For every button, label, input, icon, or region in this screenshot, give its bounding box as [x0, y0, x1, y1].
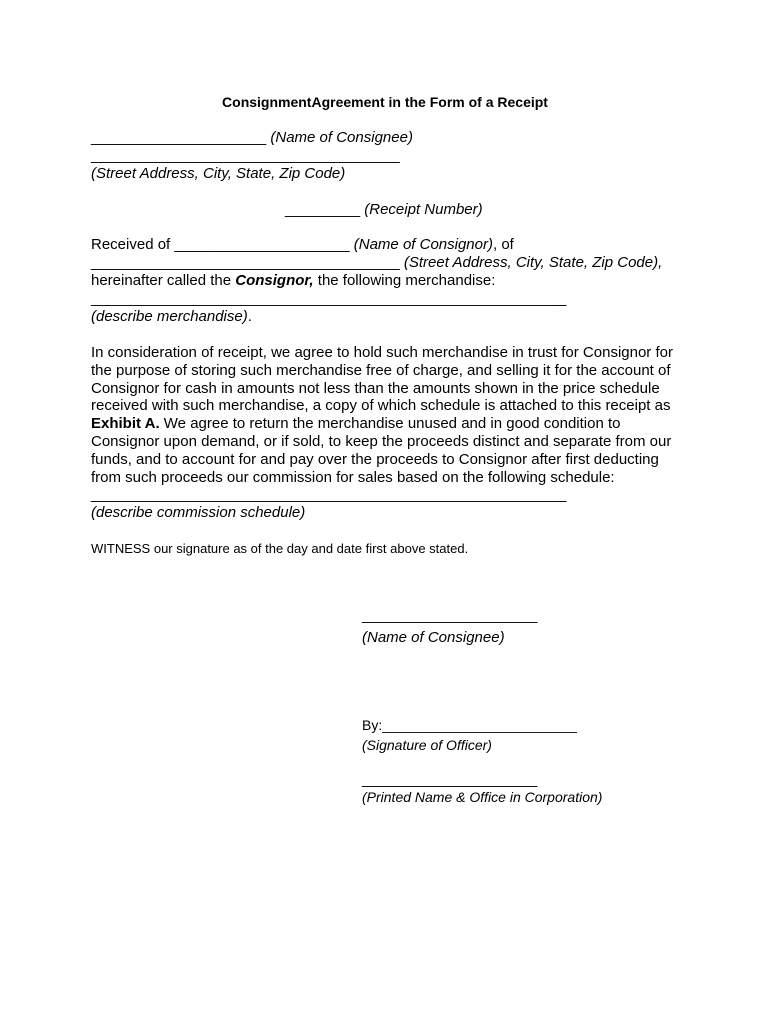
consignor-label: (Name of Consignor) — [353, 236, 493, 253]
merchandise-blank: _________________________________________________________ — [91, 290, 567, 307]
receipt-number-line — [285, 201, 483, 219]
address-blank-2: _____________________________________ — [91, 254, 400, 271]
by-line — [362, 717, 577, 734]
hereinafter-line — [91, 272, 495, 290]
consignor-term: Consignor, — [235, 272, 314, 289]
receipt-label: (Receipt Number) — [364, 201, 483, 218]
consignee-blank: _____________________ — [91, 129, 267, 146]
consignor-blank: _____________________ — [174, 236, 350, 253]
address-suffix-2: , — [658, 254, 663, 271]
consignee-label: (Name of Consignee) — [270, 129, 413, 146]
address-label-2: (Street Address, City, State, Zip Code) — [403, 254, 659, 271]
merchandise-line — [91, 308, 252, 326]
by-blank: _________________________ — [382, 717, 577, 733]
printed-name-label: (Printed Name & Office in Corporation) — [362, 789, 603, 805]
commission-blank: _________________________________________________________ — [91, 486, 567, 503]
printed-name-blank: _____________________ — [362, 771, 538, 788]
paragraph-part-2: We agree to return the merchandise unused and in good condition to Consignor upon demand, or if sold, to keep the proceeds distinct and separate from our funds, and to account for and pay over the proceeds to Consignor after first deducting from such proceeds our commission for sales based on the following schedule: — [91, 415, 672, 486]
paragraph-part-1: In consideration of receipt, we agree to hold such merchandise in trust for Consignor for the purpose of storing such merchandise free of charge, and selling it for the account of Consignor for cash in amounts not less than the amounts shown in the price schedule received with such merchandise, a copy of which schedule is attached to this receipt as — [91, 344, 673, 415]
by-prefix: By: — [362, 717, 383, 733]
merchandise-period: . — [247, 308, 252, 325]
consideration-paragraph — [91, 344, 691, 486]
address-blank-1: _____________________________________ — [91, 147, 400, 164]
document-title: ConsignmentAgreement in the Form of a Receipt — [222, 94, 548, 110]
officer-signature-label: (Signature of Officer) — [362, 737, 492, 753]
signature-consignee-blank: _____________________ — [362, 607, 538, 624]
commission-label: (describe commission schedule) — [91, 504, 306, 521]
address-line-2 — [91, 254, 662, 272]
hereinafter-prefix: hereinafter called the — [91, 272, 232, 289]
consignor-suffix: , of — [492, 236, 514, 253]
merchandise-label: (describe merchandise) — [91, 308, 248, 325]
exhibit-term: Exhibit A. — [91, 415, 160, 433]
receipt-blank: _________ — [285, 201, 361, 218]
signature-consignee-label: (Name of Consignee) — [362, 629, 505, 646]
received-of-line — [91, 236, 514, 254]
consignee-line — [91, 129, 413, 147]
address-label-1: (Street Address, City, State, Zip Code) — [91, 165, 346, 182]
received-prefix: Received of — [91, 236, 171, 253]
witness-statement: WITNESS our signature as of the day and date first above stated. — [91, 541, 469, 556]
hereinafter-suffix: the following merchandise: — [317, 272, 496, 289]
